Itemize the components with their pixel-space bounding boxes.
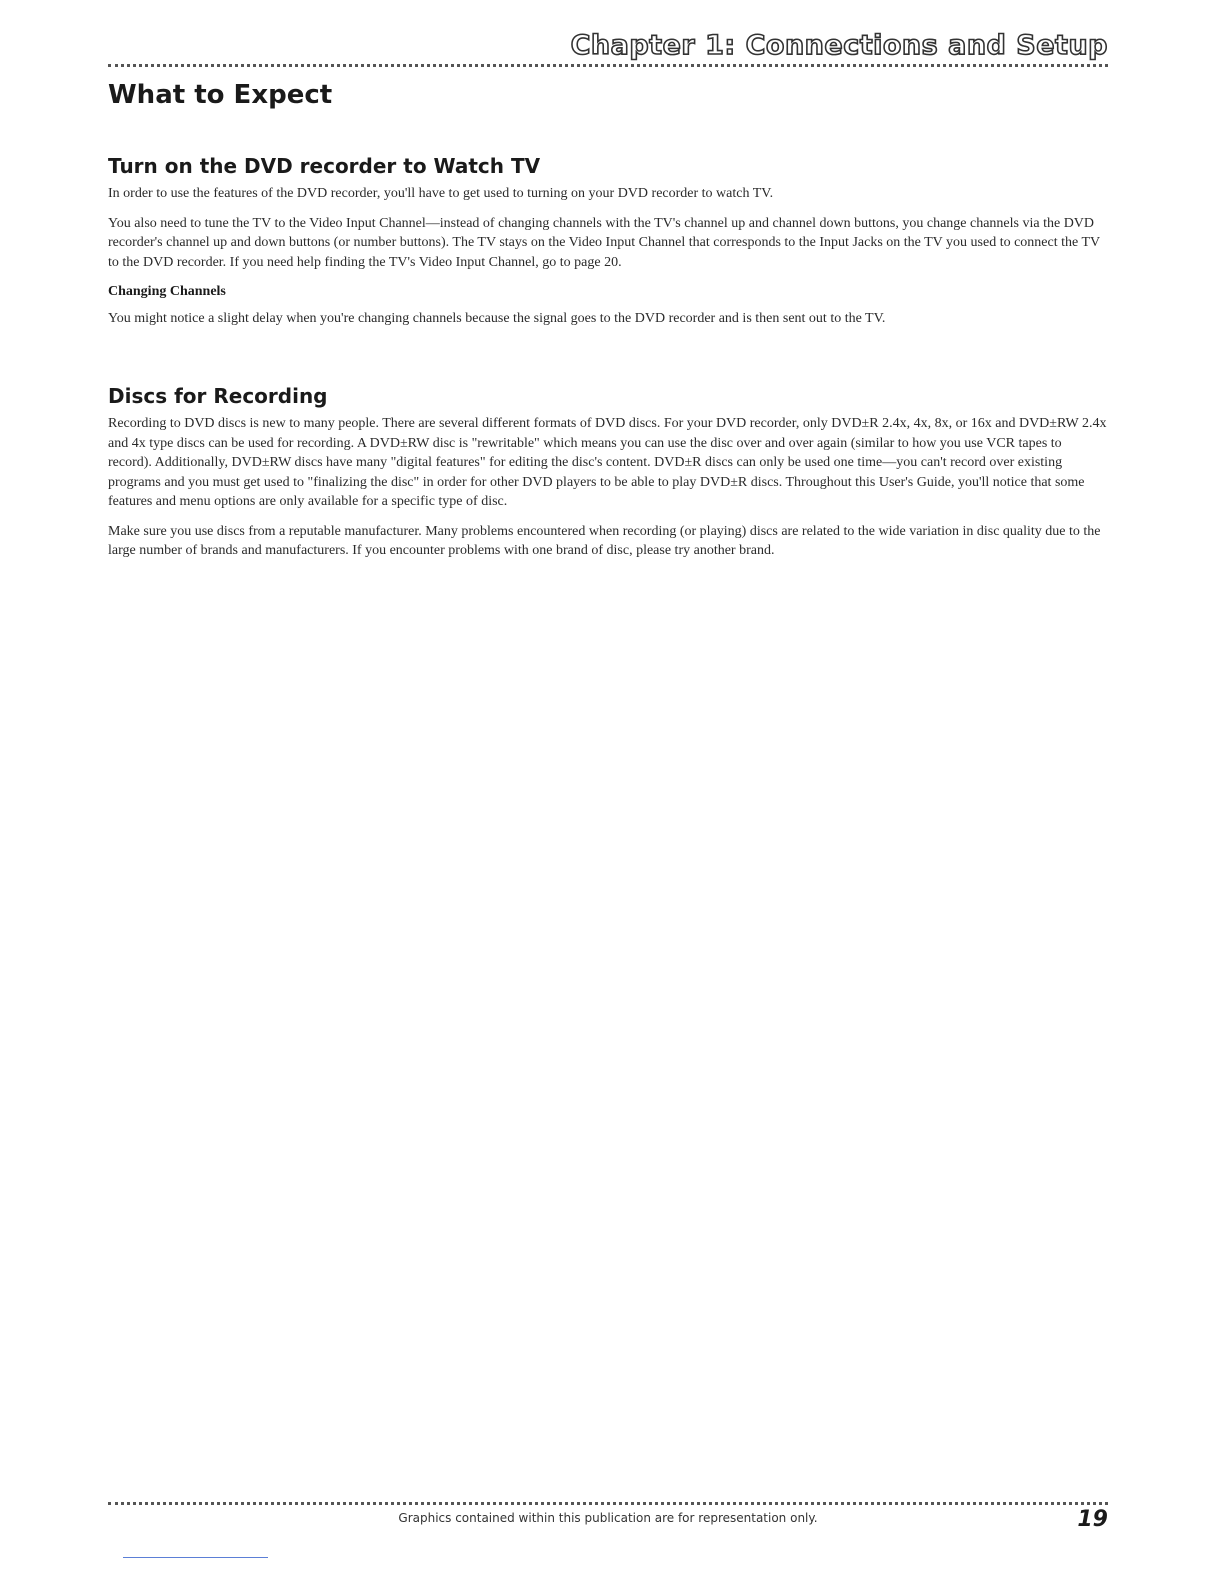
paragraph: Recording to DVD discs is new to many people. There are several different formats of DVD discs. For your DVD recorder, only DVD±R 2.4x, 4x, 8x, or 16x and DVD±RW 2.4x and 4x type discs can be used for recording. A DVD±RW disc is "rewritable" which means you can use the disc over and over again (similar to how you use VCR tapes to record). Additionally, DVD±RW discs have many "digital features" for editing the disc's content. DVD±R discs can only be used one time—you can't record over existing programs and you must get used to "finalizing the disc" in order for other DVD players to be able to play DVD±R discs. Throughout this User's Guide, you'll notice that some features and menu options are only available for a specific type of disc. bbox=[108, 416, 1107, 509]
section-heading-discs: Discs for Recording bbox=[108, 384, 328, 408]
scan-edge-line bbox=[123, 1557, 268, 1558]
footer-note: Graphics contained within this publication are for representation only. bbox=[398, 1511, 818, 1525]
page-footer bbox=[108, 1502, 1108, 1535]
page-number: 19 bbox=[1077, 1507, 1108, 1532]
subheading-changing-channels: Changing Channels bbox=[108, 284, 226, 299]
paragraph: You might notice a slight delay when you're changing channels because the signal goes to the DVD recorder and is then sent out to the TV. bbox=[108, 311, 886, 326]
section-watch-tv bbox=[108, 153, 1108, 339]
section-discs-for-recording bbox=[108, 383, 1108, 571]
paragraph: You also need to tune the TV to the Video Input Channel—instead of changing channels with the TV's channel up and channel down buttons, you change channels via the DVD recorder's channel up and down buttons (or number buttons). The TV stays on the Video Input Channel that corresponds to the Input Jacks on the TV you used to connect the TV to the DVD recorder. If you need help finding the TV's Video Input Channel, go to page 20. bbox=[108, 215, 1100, 270]
paragraph: Make sure you use discs from a reputable manufacturer. Many problems encountered when recording (or playing) discs are related to the wide variation in disc quality due to the large number of brands and manufacturers. If you encounter problems with one brand of disc, please try another brand. bbox=[108, 523, 1101, 558]
chapter-header bbox=[108, 30, 1108, 67]
section-heading-watch-tv: Turn on the DVD recorder to Watch TV bbox=[108, 154, 541, 178]
paragraph: In order to use the features of the DVD recorder, you'll have to get used to turning on your DVD recorder to watch TV. bbox=[108, 186, 774, 201]
chapter-title: Chapter 1: Connections and Setup bbox=[570, 30, 1108, 61]
page-title: What to Expect bbox=[108, 80, 333, 110]
